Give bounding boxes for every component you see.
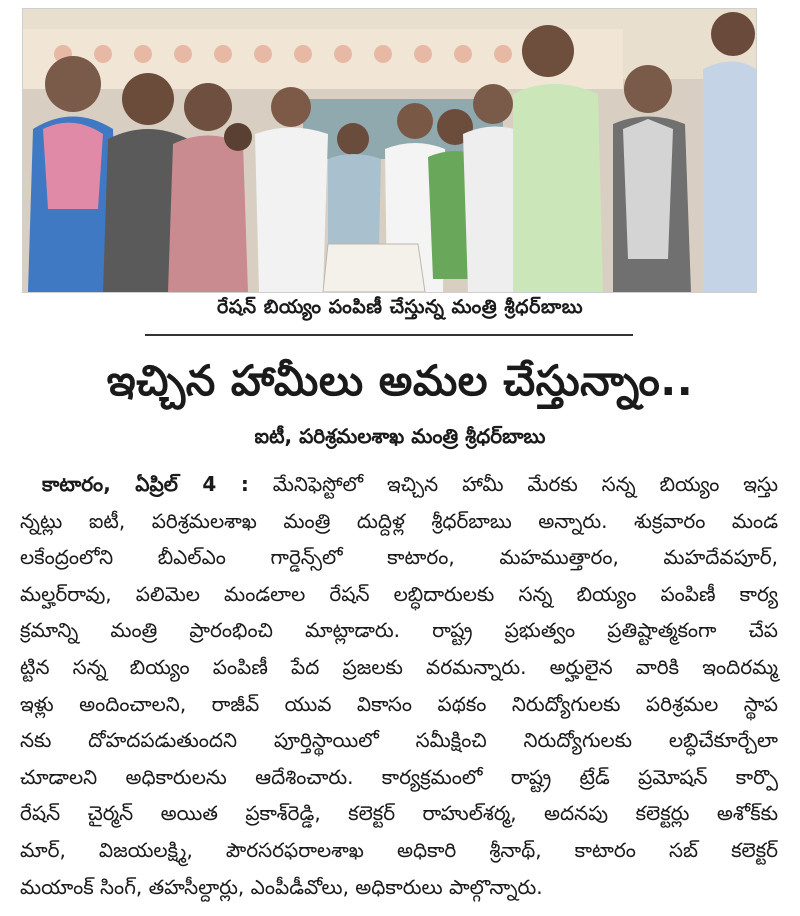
dateline: కాటారం, ఏప్రిల్ 4 : [42,472,249,496]
news-photo [22,8,757,293]
body-line-text: మల్హర్‌రావు, పలిమెల మండలాల రేషన్ లబ్ధిదారులకు సన్న బియ్యం పంపిణీ కార్య [20,581,778,606]
body-line-text: నకు దోహదపడుతుందని పూర్తిస్థాయిలో సమీక్షించి నిరుద్యోగులకు లబ్ధిచేకూర్చేలా [20,728,778,753]
body-line [20,686,778,723]
body-line-text: మయాంక్ సింగ్, తహసీల్దార్లు, ఎంపీడీవోలు, అధికారులు పాల్గొన్నారు. [20,874,543,899]
body-line [20,466,778,503]
body-line-text: ట్టిన సన్న బియ్యం పంపిణీ పేద ప్రజలకు వరమన్నారు. అర్హులైన వారికి ఇందిరమ్మ [20,654,778,679]
body-line-text: ఇళ్లు అందించాలని, రాజీవ్ యువ వికాసం పథకం నిరుద్యోగులకు పరిశ్రమల స్థాప [20,691,778,716]
body-line [20,576,778,613]
body-line [20,503,778,540]
body-line [20,869,778,906]
photo-caption: రేషన్ బియ్యం పంపిణీ చేస్తున్న మంత్రి శ్రీధర్‌బాబు [216,296,584,318]
body-line-text: లకేంద్రంలోని బీఎల్ఎం గార్డెన్స్‌లో కాటారం, మహముత్తారం, మహదేవపూర్, [20,545,778,570]
body-line-text: క్రమాన్ని మంత్రి ప్రారంభించి మాట్లాడారు. రాష్ట్ర ప్రభుత్వం ప్రతిష్టాత్మకంగా చేప [20,618,778,643]
body-line [20,832,778,869]
body-line [20,612,778,649]
body-line-text: న్నట్లు ఐటీ, పరిశ్రమలశాఖ మంత్రి దుద్దిళ్ల శ్రీధర్‌బాబు అన్నారు. శుక్రవారం మండ [20,508,778,533]
body-line [20,795,778,832]
body-line [20,539,778,576]
photo-image [23,9,756,292]
body-line-text: మేనిఫెస్టోలో ఇచ్చిన హామీ మేరకు సన్న బియ్యం ఇస్తు [272,472,778,496]
body-line-text: చూడాలని అధికారులను ఆదేశించారు. కార్యక్రమంలో రాష్ట్ర ట్రేడ్ ప్రమోషన్ కార్పొ [20,764,778,789]
headline: ఇచ్చిన హామీలు అమల చేస్తున్నాం.. [106,356,694,405]
caption-divider [145,334,633,336]
body-line [20,649,778,686]
subheadline: ఐటీ, పరిశ్రమలశాఖ మంత్రి శ్రీధర్‌బాబు [254,424,546,448]
article-body [20,466,778,905]
body-line-text: మార్, విజయలక్ష్మి, పౌరసరఫరాలశాఖ అధికారి శ్రీనాథ్, కాటారం సబ్ కలెక్టర్ [20,837,778,862]
body-line [20,759,778,796]
body-line-text: రేషన్ చైర్మన్ అయిత ప్రకాశ్‌రెడ్డి, కలెక్టర్ రాహుల్‌శర్మ, అదనపు కలెక్టర్లు అశోక్‌కు [20,801,778,826]
body-line [20,722,778,759]
